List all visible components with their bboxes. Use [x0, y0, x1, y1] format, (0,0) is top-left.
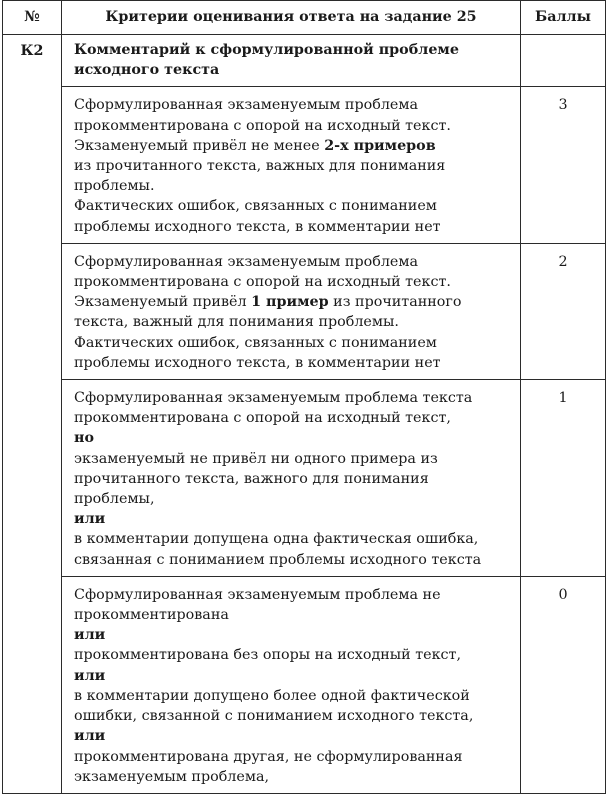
description-line	[74, 726, 512, 746]
description-line	[74, 333, 512, 353]
description-text: проблемы исходного текста, в комментарии нет	[74, 218, 441, 235]
score-points: 2	[521, 243, 606, 379]
criterion-code: К2	[3, 35, 62, 794]
description-text: из прочитанного текста, важных для понимания	[74, 158, 446, 175]
description-line	[74, 312, 512, 332]
score-level-description	[62, 380, 521, 577]
description-text: прокомментирована с опорой на исходный текст.	[74, 274, 451, 291]
description-emphasis: 2-х примеров	[324, 137, 436, 154]
description-emphasis: 1 пример	[251, 294, 329, 311]
description-text: прокомментирована	[74, 607, 229, 624]
description-text: экзаменуемый не привёл ни одного примера из	[74, 450, 438, 467]
description-line	[74, 388, 512, 408]
criterion-title-line: исходного текста	[74, 62, 220, 79]
description-text: проблемы,	[74, 491, 155, 508]
description-text: из прочитанного	[328, 294, 462, 311]
description-text: прокомментирована без опоры на исходный текст,	[74, 647, 462, 664]
header-criteria: Критерии оценивания ответа на задание 25	[62, 1, 521, 35]
description-text: Сформулированная экзаменуемым проблема текста	[74, 390, 473, 407]
description-text: ошибки, связанной с пониманием исходного текста,	[74, 708, 474, 725]
description-line	[74, 156, 512, 176]
description-text: прокомментирована с опорой на исходный текст.	[74, 117, 451, 134]
score-level-description	[62, 87, 521, 243]
description-line	[74, 136, 512, 156]
criterion-title-line: Комментарий к сформулированной проблеме	[74, 42, 459, 58]
score-points: 3	[521, 87, 606, 243]
description-line	[74, 408, 512, 428]
description-emphasis: или	[74, 511, 106, 528]
description-text: проблемы исходного текста, в комментарии нет	[74, 354, 441, 371]
description-text: Фактических ошибок, связанных с пониманием	[74, 334, 437, 351]
description-line	[74, 449, 512, 469]
score-level-description	[62, 576, 521, 793]
description-text: Фактических ошибок, связанных с пониманием	[74, 198, 437, 215]
score-level-row	[3, 243, 606, 379]
description-text: Сформулированная экзаменуемым проблема	[74, 253, 419, 270]
description-line	[74, 625, 512, 645]
description-line	[74, 292, 512, 312]
criterion-title	[62, 35, 521, 87]
description-text: проблемы.	[74, 178, 155, 195]
score-level-description	[62, 243, 521, 379]
description-text: связанная с пониманием проблемы исходного текста	[74, 551, 482, 568]
description-line	[74, 217, 512, 237]
header-row	[3, 1, 606, 35]
criterion-title-row	[3, 35, 606, 87]
description-text: экзаменуемым проблема,	[74, 768, 270, 785]
description-emphasis: или	[74, 667, 106, 684]
description-line	[74, 706, 512, 726]
header-points: Баллы	[521, 1, 606, 35]
description-line	[74, 272, 512, 292]
description-text: в комментарии допущена одна фактическая ошибка,	[74, 531, 479, 548]
score-level-row	[3, 380, 606, 577]
description-line	[74, 469, 512, 489]
description-text: прочитанного текста, важного для понимания	[74, 470, 429, 487]
description-text: Сформулированная экзаменуемым проблема	[74, 97, 419, 114]
description-line	[74, 666, 512, 686]
score-points: 0	[521, 576, 606, 793]
description-text: Экзаменуемый привёл не менее	[74, 137, 325, 154]
description-line	[74, 686, 512, 706]
description-line	[74, 489, 512, 509]
description-text: прокомментирована с опорой на исходный текст,	[74, 410, 451, 427]
description-line	[74, 529, 512, 549]
score-level-row	[3, 87, 606, 243]
description-text: Сформулированная экзаменуемым проблема не	[74, 586, 441, 603]
description-line	[74, 605, 512, 625]
description-line	[74, 196, 512, 216]
description-emphasis: или	[74, 627, 106, 644]
description-line	[74, 95, 512, 115]
description-line	[74, 645, 512, 665]
description-line	[74, 767, 512, 787]
description-line	[74, 116, 512, 136]
criterion-title-points-empty	[521, 35, 606, 87]
description-line	[74, 176, 512, 196]
description-text: Экзаменуемый привёл	[74, 294, 252, 311]
description-text: текста, важный для понимания проблемы.	[74, 314, 399, 331]
description-text: в комментарии допущено более одной фактической	[74, 687, 470, 704]
description-emphasis: или	[74, 728, 106, 745]
description-text: прокомментирована другая, не сформулированная	[74, 748, 463, 765]
description-line	[74, 585, 512, 605]
score-level-row	[3, 576, 606, 793]
header-number: №	[3, 1, 62, 35]
description-line	[74, 747, 512, 767]
description-line	[74, 509, 512, 529]
description-line	[74, 428, 512, 448]
description-emphasis: но	[74, 430, 95, 447]
score-points: 1	[521, 380, 606, 577]
description-line	[74, 550, 512, 570]
description-line	[74, 252, 512, 272]
criteria-table	[2, 0, 606, 794]
description-line	[74, 353, 512, 373]
